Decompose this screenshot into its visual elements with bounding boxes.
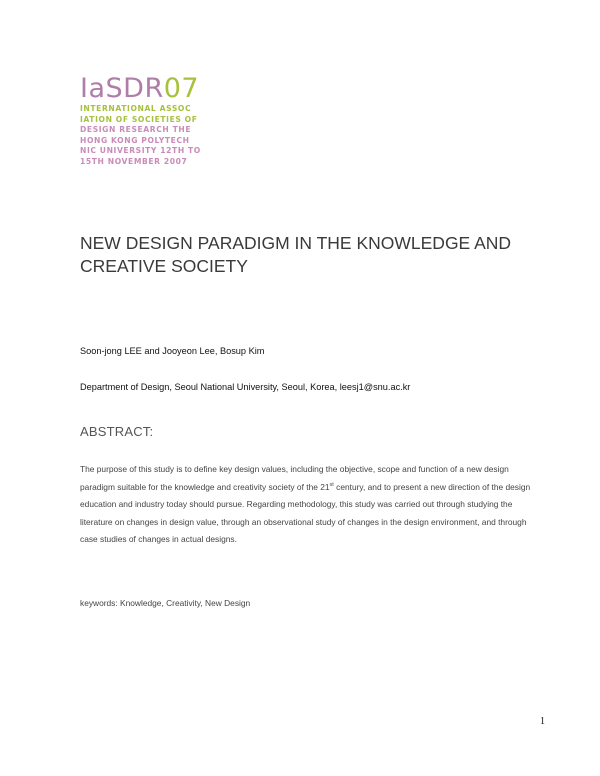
abstract-text-part2: century, and to present a new direction of the design education and industry today should pursue. Regarding methodology, this study was carried out through studying the literature on changes in design value, through an observational study of changes in the design environment, and through case studies of changes in actual designs. <box>80 481 531 544</box>
abstract-body <box>80 461 540 549</box>
logo-line: NIC UNIVERSITY 12TH TO <box>80 146 201 156</box>
paper-authors: Soon-jong LEE and Jooyeon Lee, Bosup Kim <box>80 346 265 356</box>
abstract-heading: ABSTRACT: <box>80 424 154 439</box>
keywords-line: keywords: Knowledge, Creativity, New Design <box>80 598 251 608</box>
logo-subtitle <box>80 104 240 168</box>
conference-logo <box>80 73 240 168</box>
logo-line: DESIGN RESEARCH THE <box>80 125 192 135</box>
logo-year-text: 07 <box>163 73 200 104</box>
abstract-ordinal-suffix: st <box>329 481 334 488</box>
logo-line: IATION OF SOCIETIES OF <box>80 114 198 124</box>
abstract-text-part1: The purpose of this study is to define key design values, including the objective, scope and function of a new design paradigm suitable for the knowledge and creativity society of the 21 <box>80 464 509 492</box>
paper-title: NEW DESIGN PARADIGM IN THE KNOWLEDGE AND CREATIVE SOCIETY <box>80 233 512 276</box>
paper-affiliation: Department of Design, Seoul National University, Seoul, Korea, leesj1@snu.ac.kr <box>80 382 411 392</box>
logo-line: HONG KONG POLYTECH <box>80 135 190 145</box>
logo-iasdr-text: IaSDR <box>80 73 164 104</box>
page-number: 1 <box>540 716 545 727</box>
logo-line: INTERNATIONAL ASSOC <box>80 104 192 113</box>
logo-wordmark <box>80 73 240 104</box>
logo-line: 15TH NOVEMBER 2007 <box>80 156 188 166</box>
